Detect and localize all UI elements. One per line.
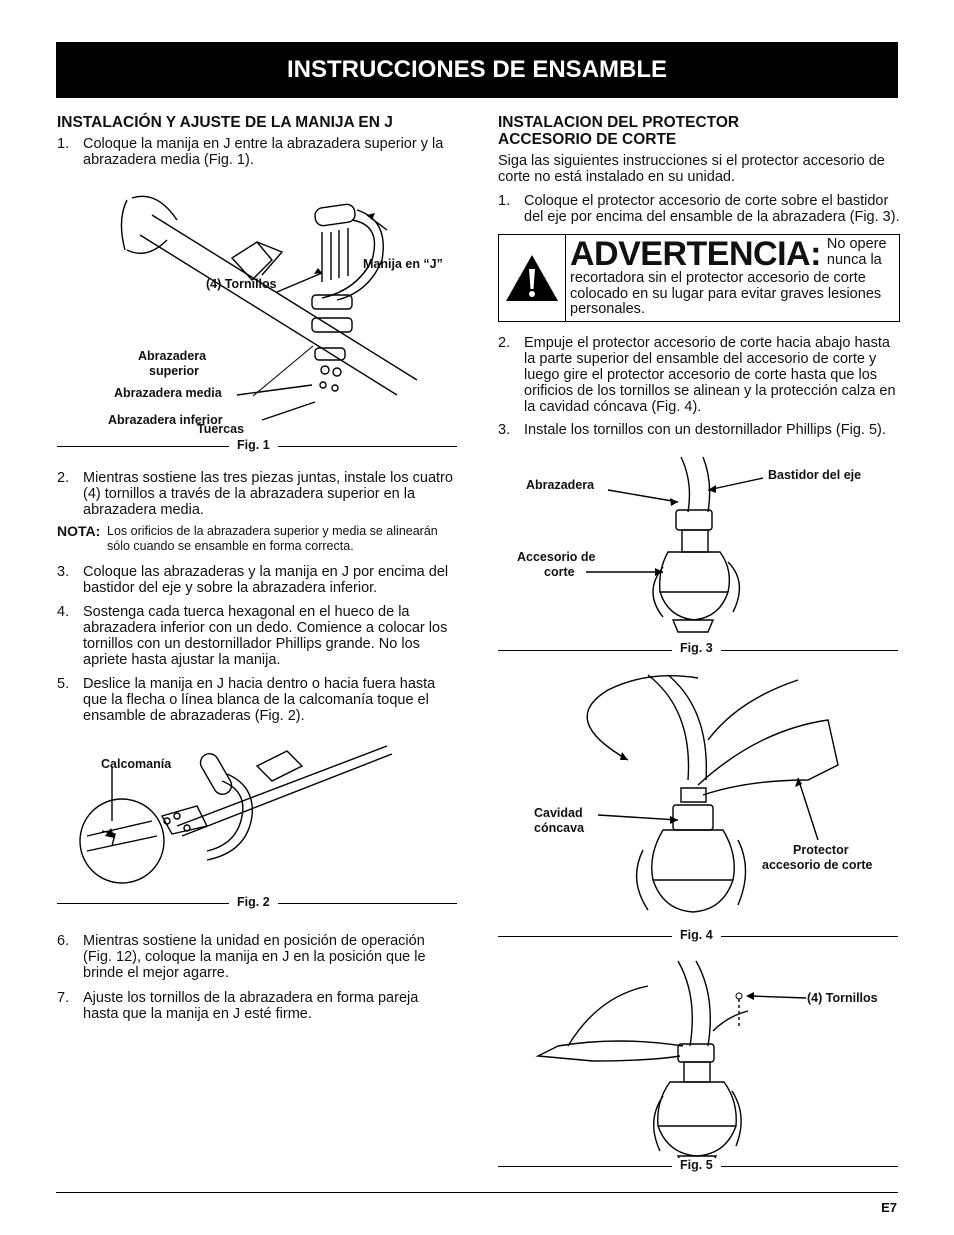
figure-1-caption-row	[57, 422, 457, 456]
figure-4-caption: Fig. 4	[672, 928, 721, 942]
warning-triangle-icon	[499, 235, 566, 321]
label-tornillos: (4) Tornillos	[206, 277, 277, 291]
figure-3	[498, 452, 898, 655]
label-protector-2: accesorio de corte	[762, 858, 873, 872]
figure-5	[498, 956, 898, 1176]
figure-3-caption: Fig. 3	[672, 641, 721, 655]
right-step-3: 3. Instale los tornillos con un destornillador Phillips (Fig. 5).	[498, 422, 886, 438]
right-column	[498, 114, 900, 438]
figure-1-caption: Fig. 1	[229, 438, 278, 452]
figure-2-caption-row	[57, 891, 457, 913]
warning-box	[498, 234, 900, 322]
warning-text: No opere nunca la recortadora sin el protector accesorio de corte colocado en su lugar para evitar graves lesiones personales.	[570, 236, 887, 317]
label-manija-en-j: Manija en “J”	[363, 257, 443, 271]
left-step-3: 3. Coloque las abrazaderas y la manija en J por encima del bastidor del eje y sobre la abrazadera inferior.	[57, 564, 449, 596]
label-abrazadera-media: Abrazadera media	[114, 386, 222, 400]
label-cavidad-1: Cavidad	[534, 806, 583, 820]
section-heading-j-handle: INSTALACIÓN Y AJUSTE DE LA MANIJA EN J	[57, 114, 393, 131]
warning-body	[566, 235, 899, 321]
right-step-1: 1. Coloque el protector accesorio de corte sobre el bastidor del eje por encima del ensamble de la abrazadera (Fig. 3).	[498, 193, 900, 225]
note-text: Los orificios de la abrazadera superior y media se alinearán sólo cuando se ensamble en forma correcta.	[107, 524, 438, 553]
page-number: E7	[881, 1200, 897, 1215]
label-abrazadera-superior-1: Abrazadera	[138, 349, 207, 363]
label-accesorio-1: Accesorio de	[517, 550, 596, 564]
figure-2	[57, 736, 457, 891]
page-title: INSTRUCCIONES DE ENSAMBLE	[286, 56, 668, 83]
left-step-6: 6. Mientras sostiene la unidad en posición de operación (Fig. 12), coloque la manija en J en la posición que le brinde el mejor agarre.	[57, 933, 426, 981]
note	[57, 524, 457, 554]
label-protector-1: Protector	[793, 843, 849, 857]
left-step-2: 2. Mientras sostiene las tres piezas juntas, instale los cuatro (4) tornillos a través de la abrazadera superior en la abrazadera media.	[57, 470, 453, 518]
left-step-4: 4. Sostenga cada tuerca hexagonal en el hueco de la abrazadera inferior con un dedo. Comience a colocar los tornillos con un destornillador Phillips grande. No los apriete hasta ajustar la manija.	[57, 604, 448, 668]
left-step-5: 5. Deslice la manija en J hacia dentro o hacia fuera hasta que la flecha o línea blanca de la calcomanía toque el ensamble de abrazaderas (Fig. 2).	[57, 676, 436, 724]
section-heading-guard-2: ACCESORIO DE CORTE	[498, 131, 677, 148]
label-cavidad-2: cóncava	[534, 821, 585, 835]
figure-5-caption: Fig. 5	[672, 1158, 721, 1172]
figure-1	[57, 180, 457, 426]
left-column	[57, 114, 457, 1022]
left-step-7: 7. Ajuste los tornillos de la abrazadera en forma pareja hasta que la manija en J esté firme.	[57, 990, 419, 1022]
right-step-2: 2. Empuje el protector accesorio de corte hacia abajo hasta la parte superior del ensamble del accesorio de corte y luego gire el protector accesorio de corte hasta que los orificios de los tornillos se alinean y la protección calza en la cavidad cóncava (Fig. 4).	[498, 335, 896, 415]
section-heading-guard-1: INSTALACION DEL PROTECTOR	[498, 114, 740, 131]
label-abrazadera: Abrazadera	[526, 478, 595, 492]
guard-intro: Siga las siguientes instrucciones si el protector accesorio de corte no está instalado en su unidad.	[498, 153, 885, 185]
figure-5-illustration	[498, 956, 898, 1176]
figure-4	[498, 670, 898, 942]
warning-title: ADVERTENCIA:	[570, 235, 821, 273]
label-abrazadera-superior-2: superior	[149, 364, 200, 378]
label-bastidor-del-eje: Bastidor del eje	[768, 468, 862, 482]
left-step-1: 1. Coloque la manija en J entre la abrazadera superior y la abrazadera media (Fig. 1).	[57, 136, 444, 168]
label-tornillos-fig5: (4) Tornillos	[807, 991, 878, 1005]
label-tuercas: Tuercas	[197, 422, 245, 436]
note-label: NOTA:	[57, 523, 101, 539]
footer-rule	[56, 1192, 898, 1193]
label-accesorio-2: corte	[544, 565, 575, 579]
label-abrazadera-inferior: Abrazadera inferior	[108, 413, 223, 427]
figure-2-caption: Fig. 2	[229, 895, 278, 909]
page-title-banner	[56, 42, 898, 98]
label-calcomania: Calcomanía	[101, 757, 172, 771]
